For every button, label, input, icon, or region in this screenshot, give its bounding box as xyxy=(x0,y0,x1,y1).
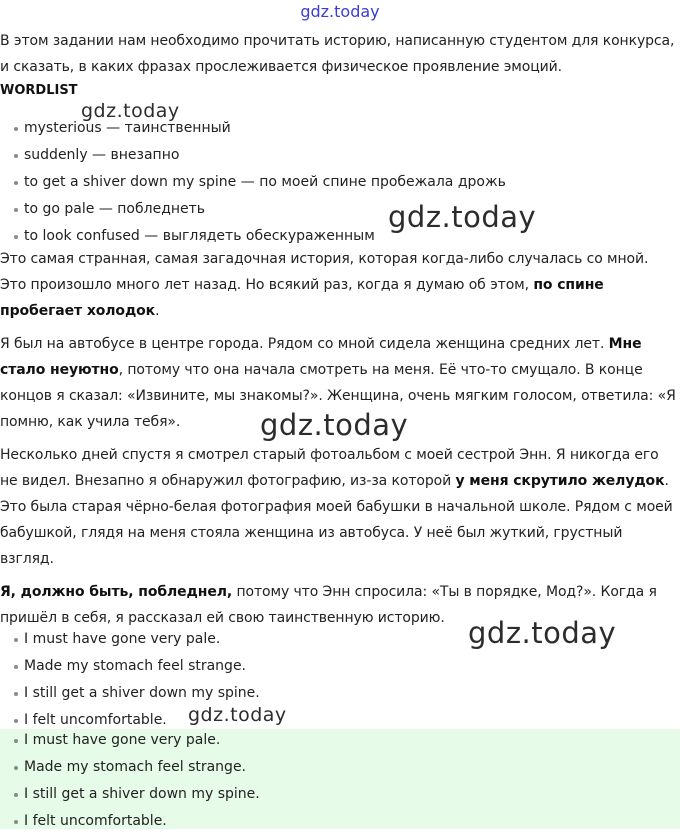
watermark: gdz.today xyxy=(468,616,617,650)
list-item xyxy=(0,781,680,808)
phrase-item: Made my stomach feel strange. xyxy=(24,658,247,674)
emotion-phrase: Я, должно быть, побледнел, xyxy=(0,584,233,600)
emotion-phrase: по спине пробегает холодок xyxy=(0,277,604,319)
answer-item: I felt uncomfortable. xyxy=(24,813,167,829)
answer-item: I still get a shiver down my spine. xyxy=(24,786,260,802)
answer-item: I must have gone very pale. xyxy=(24,732,221,748)
story-text: Несколько дней спустя я смотрел старый фотоальбом с моей сестрой Энн. Я никогда его не видел. Внезапно я обнаружил фотографию, из-за которой xyxy=(0,447,659,489)
answer-list xyxy=(0,727,680,835)
phrase-item: I felt uncomfortable. xyxy=(24,712,167,728)
story-text: потому что Энн спросила: «Ты в порядке, Мод?». Когда я пришёл в себя, я рассказал ей свою таинственную историю. xyxy=(0,584,657,626)
list-item xyxy=(0,808,680,835)
watermark: gdz.today xyxy=(81,100,180,122)
story-text: . xyxy=(155,303,160,319)
wordlist-item: mysterious — таинственный xyxy=(24,120,231,136)
story-text: Я был на автобусе в центре города. Рядом со мной сидела женщина средних лет. xyxy=(0,336,609,352)
story-paragraph-3 xyxy=(0,442,676,572)
phrase-item: I still get a shiver down my spine. xyxy=(24,685,260,701)
story-text: , потому что она начала смотреть на меня. Её что-то смущало. В конце концов я сказал: «Извините, мы знакомы?». Женщина, очень мягким голосом, ответила: «Я помню, как учила тебя». xyxy=(0,362,676,430)
intro-text: В этом задании нам необходимо прочитать историю, написанную студентом для конкурса, и сказать, в каких фразах прослеживается физическое проявление эмоций. xyxy=(0,33,675,75)
list-item xyxy=(0,653,680,680)
story-text: . Это была старая чёрно-белая фотография моей бабушки в начальной школе. Рядом с моей бабушкой, глядя на меня стояла женщина из автобуса. У неё был жуткий, грустный взгляд. xyxy=(0,473,673,567)
story-paragraph-1 xyxy=(0,246,676,324)
wordlist-item: suddenly — внезапно xyxy=(24,147,180,163)
watermark: gdz.today xyxy=(260,408,409,442)
list-item xyxy=(0,142,680,169)
list-item xyxy=(0,680,680,707)
wordlist-item: to look confused — выглядеть обескураженным xyxy=(24,228,375,244)
answer-item: Made my stomach feel strange. xyxy=(24,759,247,775)
wordlist-item: to go pale — побледнеть xyxy=(24,201,206,217)
story-text: Это самая странная, самая загадочная история, которая когда-либо случалась со мной. Это произошло много лет назад. Но всякий раз, когда я думаю об этом, xyxy=(0,251,649,293)
list-item xyxy=(0,754,680,781)
emotion-phrase: Мне стало неуютно xyxy=(0,336,642,378)
wordlist xyxy=(0,115,680,250)
site-link[interactable]: gdz.today xyxy=(300,2,380,21)
watermark: gdz.today xyxy=(188,704,287,726)
wordlist-item: to get a shiver down my spine — по моей спине пробежала дрожь xyxy=(24,174,506,190)
emotion-phrase: у меня скрутило желудок xyxy=(455,473,665,489)
list-item xyxy=(0,727,680,754)
list-item xyxy=(0,196,680,223)
phrase-item: I must have gone very pale. xyxy=(24,631,221,647)
watermark: gdz.today xyxy=(388,200,537,234)
list-item xyxy=(0,169,680,196)
wordlist-title: WORDLIST xyxy=(0,83,78,98)
